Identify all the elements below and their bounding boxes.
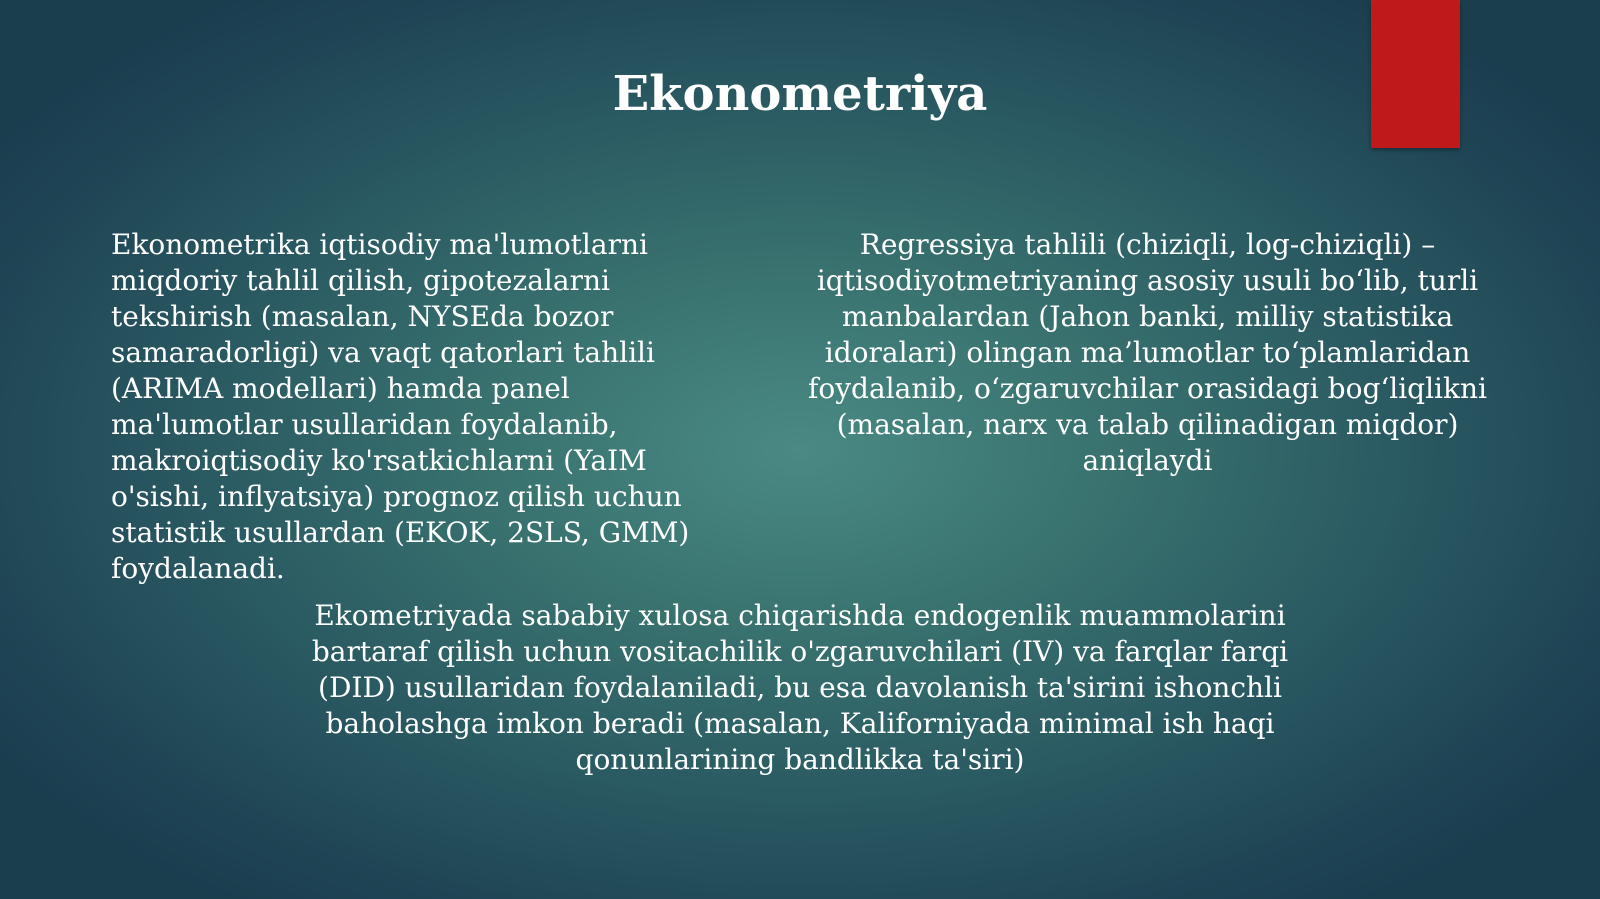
right-text-block: Regressiya tahlili (chiziqli, log-chiziqli) – iqtisodiyotmetriyaning asosiy usuli bo‘lib, turli manbalardan (Jahon banki, milliy statistika idoralari) olingan ma’lumotlar to‘plamlaridan foydalanib, o‘zgaruvchilar orasidagi bog‘liqlikni (masalan, narx va talab qilinadigan miqdor) aniqlaydi [808,228,1487,477]
bottom-text-block: Ekometriyada sababiy xulosa chiqarishda endogenlik muammolarini bartaraf qilish uchun vositachilik o'zgaruvchilari (IV) va farqlar farqi (DID) usullaridan foydalaniladi, bu esa davolanish ta'sirini ishonchli baholashga imkon beradi (masalan, Kaliforniyada minimal ish haqi qonunlarining bandlikka ta'siri) [311,599,1289,776]
left-text-block: Ekonometrika iqtisodiy ma'lumotlarni miqdoriy tahlil qilish, gipotezalarni tekshirish (masalan, NYSEda bozor samaradorligi) va vaqt qatorlari tahlili (ARIMA modellari) hamda panel ma'lumotlar usullaridan foydalanib, makroiqtisodiy ko'rsatkichlarni (YaIM o'sishi, inflyatsiya) prognoz qilish uchun statistik usullardan (EKOK, 2SLS, GMM) foydalanadi. [111,228,690,585]
slide-title: Ekonometriya [612,66,988,122]
